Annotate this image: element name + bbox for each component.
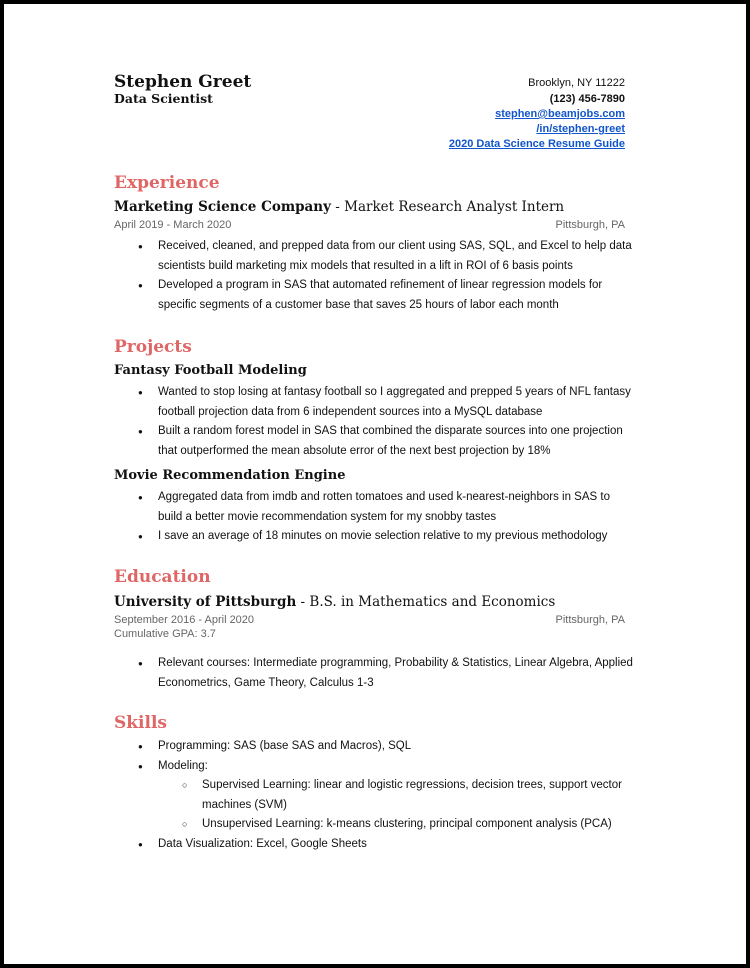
company-name: Marketing Science Company (114, 199, 331, 215)
modeling-sublist (158, 776, 644, 835)
contact-linkedin-link[interactable]: /in/stephen-greet (536, 123, 625, 135)
entry-separator: - (296, 594, 310, 610)
skills-heading: Skills (114, 713, 168, 733)
list-item: ● Programming: SAS (base SAS and Macros), SQL (114, 737, 644, 757)
list-item: ● Aggregated data from imdb and rotten tomatoes and used k-nearest-neighbors in SAS to build a better movie recommendation system for my snobby tastes (114, 488, 634, 527)
project-bullets (114, 488, 634, 547)
education-bullets (114, 654, 634, 693)
project-title: Movie Recommendation Engine (114, 468, 346, 483)
list-item: ● Relevant courses: Intermediate programming, Probability & Statistics, Linear Algebra, Applied Econometrics, Game Theory, Calculus 1-3 (114, 654, 634, 693)
experience-heading: Experience (114, 173, 220, 193)
list-item (114, 757, 644, 835)
contact-phone: (123) 456-7890 (549, 93, 625, 105)
projects-heading: Projects (114, 337, 192, 357)
list-item: ● Built a random forest model in SAS that combined the disparate sources into one projection that outperformed the mean absolute error of the next best projection by 18% (114, 422, 634, 461)
list-item: ○ Supervised Learning: linear and logistic regressions, decision trees, support vector machines (SVM) (158, 776, 644, 815)
education-gpa: Cumulative GPA: 3.7 (114, 628, 216, 640)
experience-bullets (114, 237, 634, 315)
project-title: Fantasy Football Modeling (114, 363, 307, 378)
contact-email-link[interactable]: stephen@beamjobs.com (495, 108, 625, 120)
experience-location: Pittsburgh, PA (555, 219, 625, 231)
list-item: ● Received, cleaned, and prepped data from our client using SAS, SQL, and Excel to help data scientists build marketing mix models that resulted in a lift in ROI of 6 basis points (114, 237, 634, 276)
list-item: ● Wanted to stop losing at fantasy football so I aggregated and prepped 5 years of NFL fantasy football projection data from 6 independent sources into a MySQL database (114, 383, 634, 422)
entry-separator: - (330, 199, 345, 215)
project-bullets (114, 383, 634, 461)
candidate-name: Stephen Greet (114, 72, 252, 92)
list-item: ○ Unsupervised Learning: k-means clustering, principal component analysis (PCA) (158, 815, 644, 835)
list-item: ● Developed a program in SAS that automated refinement of linear regression models for specific segments of a customer base that saves 25 hours of labor each month (114, 276, 634, 315)
position-title: Market Research Analyst Intern (344, 199, 565, 215)
list-item: ● I save an average of 18 minutes on movie selection relative to my previous methodology (114, 527, 634, 547)
degree-title: B.S. in Mathematics and Economics (309, 594, 556, 610)
experience-dates: April 2019 - March 2020 (114, 219, 232, 231)
candidate-title: Data Scientist (114, 91, 213, 106)
resume-page (4, 4, 746, 964)
resume-guide-link[interactable]: 2020 Data Science Resume Guide (448, 138, 625, 150)
education-heading: Education (114, 567, 211, 587)
experience-entry (114, 199, 564, 215)
skills-list (114, 737, 644, 854)
education-dates: September 2016 - April 2020 (114, 614, 255, 626)
contact-location: Brooklyn, NY 11222 (528, 77, 625, 89)
education-entry (114, 594, 555, 610)
school-name: University of Pittsburgh (114, 594, 297, 610)
education-location: Pittsburgh, PA (555, 614, 625, 626)
list-item: ● Data Visualization: Excel, Google Sheets (114, 835, 644, 855)
skill-category: Modeling: (158, 759, 208, 772)
